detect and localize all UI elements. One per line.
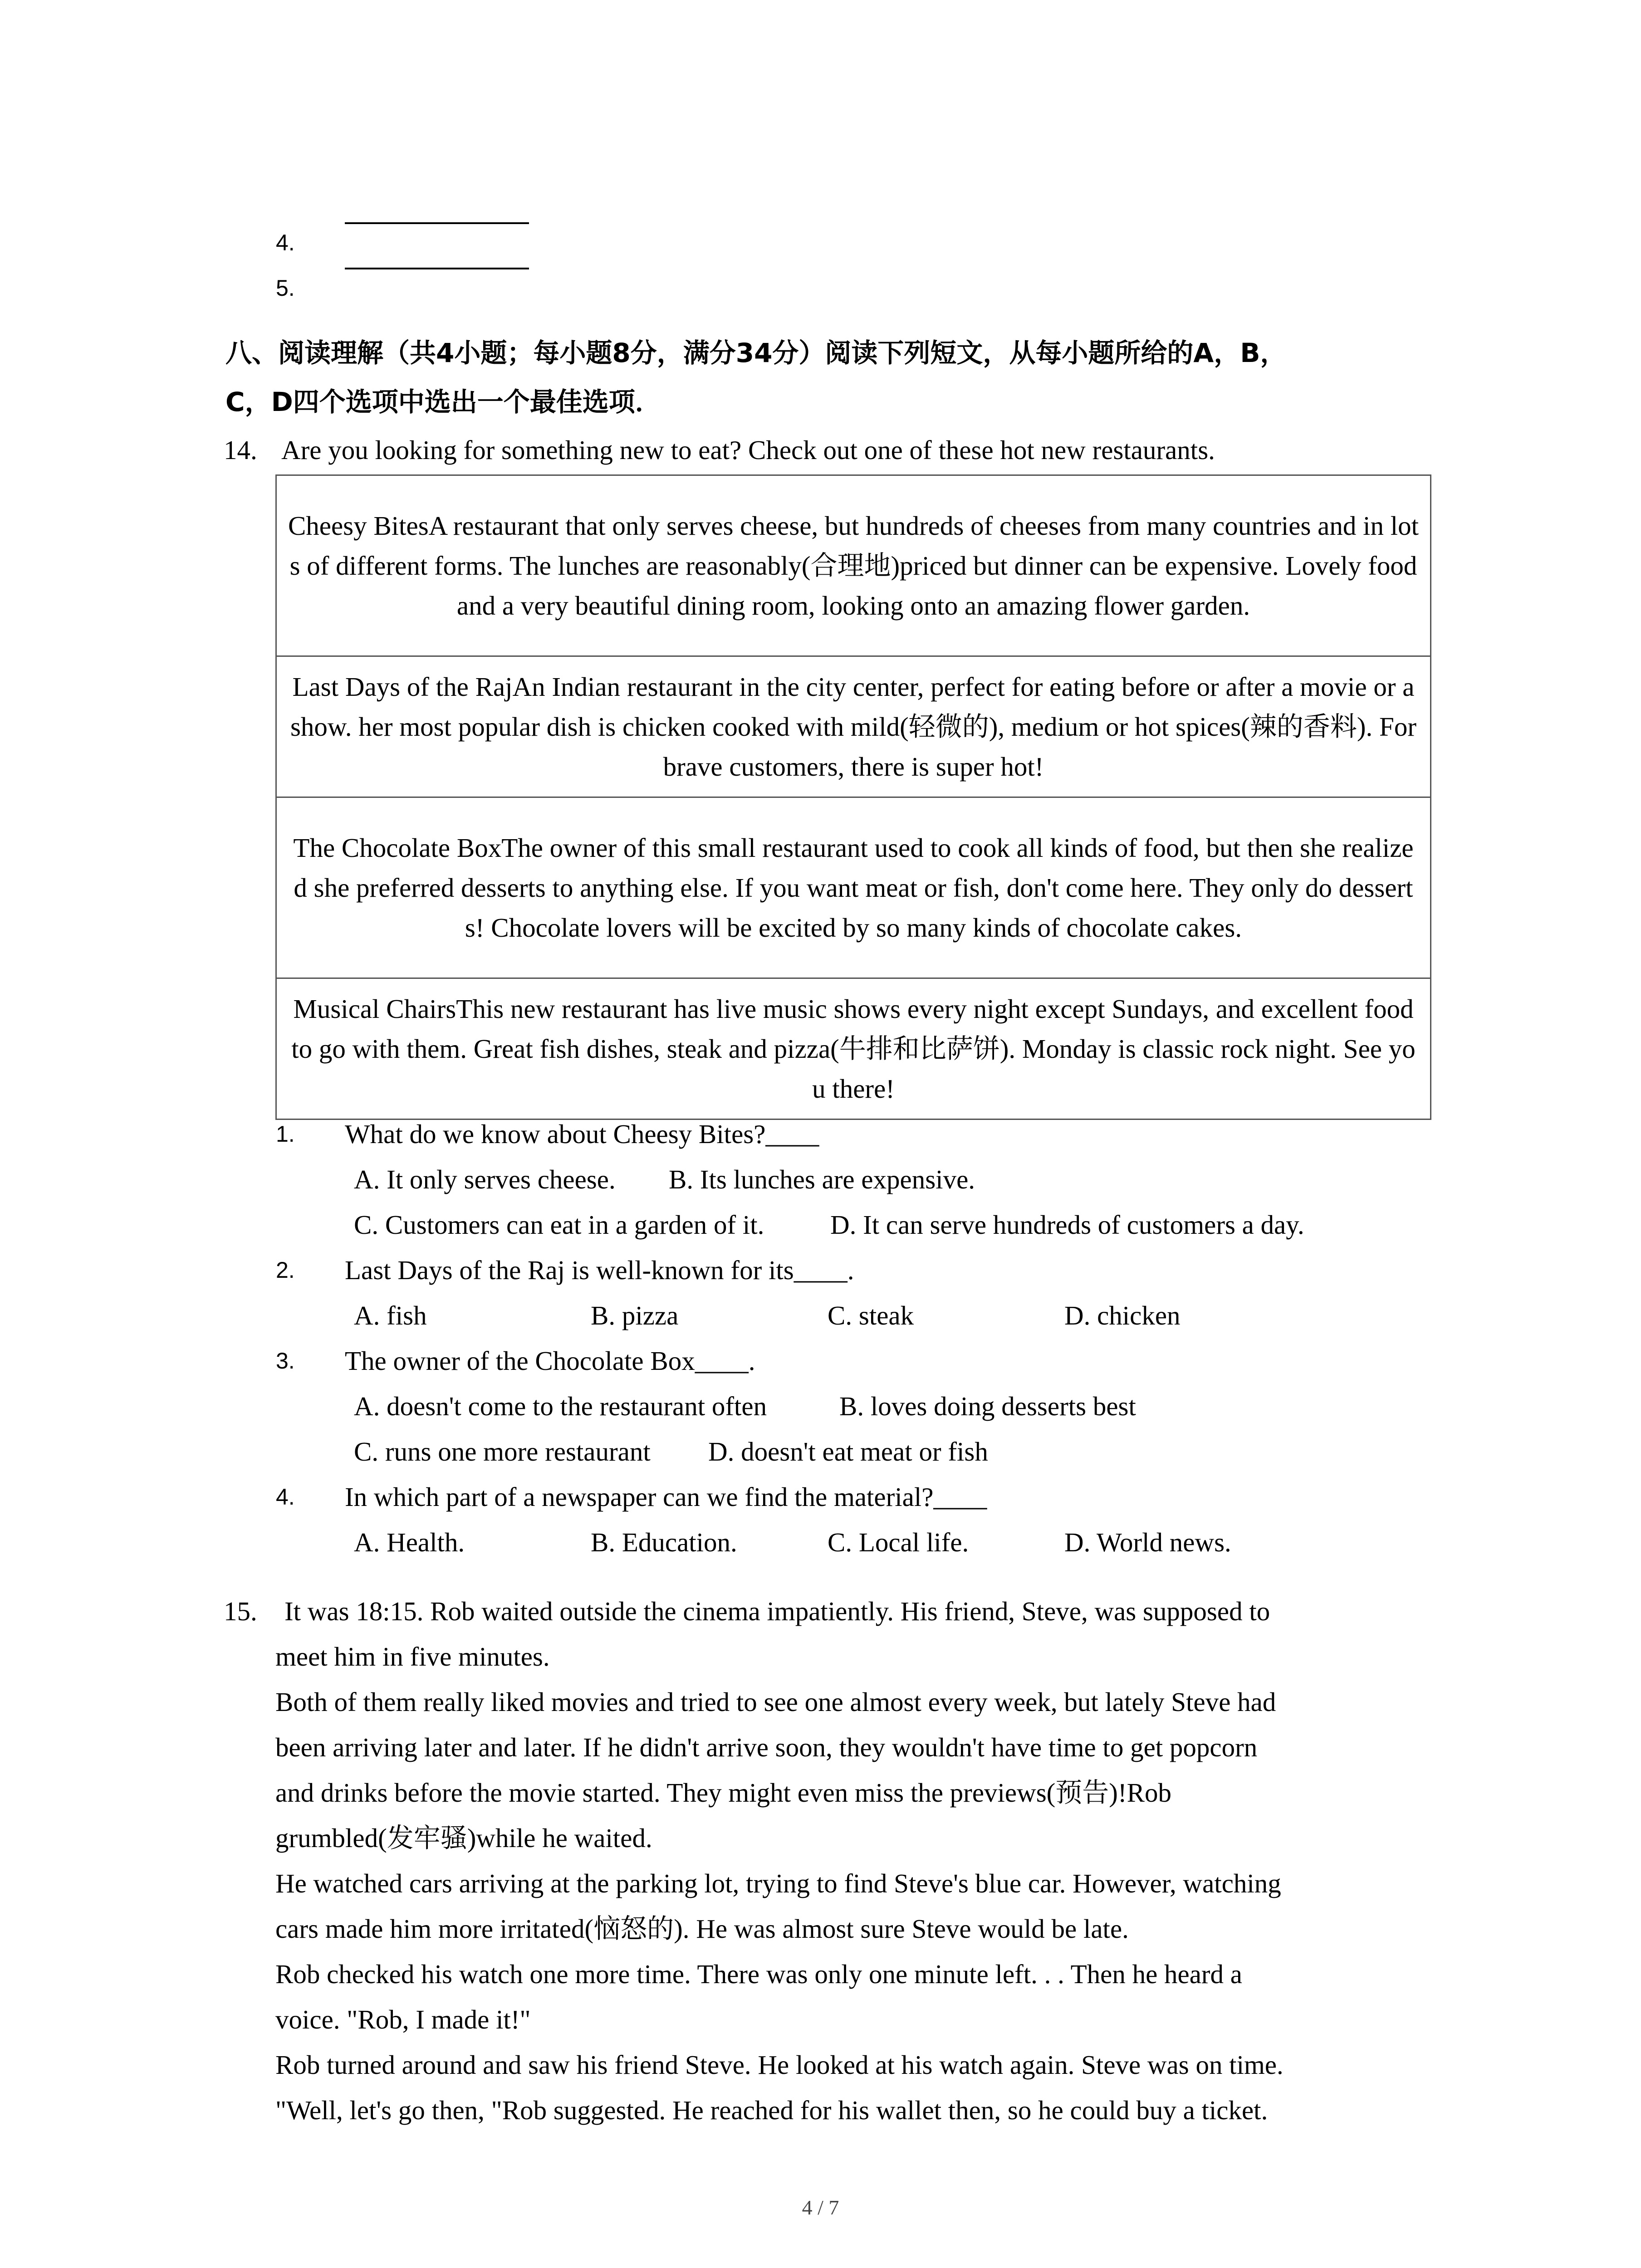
question-14-number: 14. <box>224 435 257 465</box>
answer-blank-line-4[interactable] <box>345 222 529 224</box>
passage-line: cars made him more irritated(恼怒的). He was almost sure Steve would be late. <box>275 1914 1129 1944</box>
blank-number-4: 4. <box>276 230 295 255</box>
section-heading-line-2: C，D四个选项中选出一个最佳选项． <box>225 386 661 417</box>
passage-line: Rob turned around and saw his friend Steve. He looked at his watch again. Steve was on time. <box>275 2050 1283 2080</box>
option-2b[interactable]: B. pizza <box>591 1300 679 1330</box>
passage-line: voice. "Rob, I made it!" <box>275 2004 531 2034</box>
option-1c[interactable]: C. Customers can eat in a garden of it. <box>354 1210 764 1240</box>
passage-line: meet him in five minutes. <box>275 1642 550 1672</box>
subquestion-2-stem: Last Days of the Raj is well-known for its____. <box>345 1255 854 1285</box>
subquestion-3-number: 3. <box>276 1348 295 1374</box>
option-2c[interactable]: C. steak <box>828 1300 914 1330</box>
option-4b[interactable]: B. Education. <box>591 1527 737 1557</box>
answer-blank-line-5[interactable] <box>345 268 529 269</box>
question-15-number: 15. <box>224 1596 257 1626</box>
subquestion-1-stem: What do we know about Cheesy Bites?____ <box>345 1119 819 1149</box>
question-15-line-1: It was 18:15. Rob waited outside the cinema impatiently. His friend, Steve, was supposed to <box>284 1596 1270 1626</box>
restaurant-table <box>275 474 1431 1120</box>
page-number: 4 / 7 <box>802 2196 839 2219</box>
option-3d[interactable]: D. doesn't eat meat or fish <box>708 1437 988 1466</box>
option-4a[interactable]: A. Health. <box>354 1527 465 1557</box>
restaurant-last-days-of-the-raj: Last Days of the RajAn Indian restaurant in the city center, perfect for eating before or after a movie or a show. her most popular dish is chicken cooked with mild(轻微的), medium or hot spices(辣的香料). For brave customers, there is super hot! <box>276 656 1431 797</box>
table-row <box>276 797 1431 978</box>
option-4c[interactable]: C. Local life. <box>828 1527 969 1557</box>
restaurant-musical-chairs: Musical ChairsThis new restaurant has live music shows every night except Sundays, and excellent food to go with them. Great fish dishes, steak and pizza(牛排和比萨饼). Monday is classic rock night. See you there! <box>276 978 1431 1119</box>
option-4d[interactable]: D. World news. <box>1064 1527 1231 1557</box>
passage-line: been arriving later and later. If he didn't arrive soon, they wouldn't have time to get popcorn <box>275 1732 1258 1762</box>
section-heading <box>225 328 1450 426</box>
section-heading-line-1: 八、阅读理解（共4小题；每小题8分，满分34分）阅读下列短文，从每小题所给的A，B， <box>225 337 1287 368</box>
option-1b[interactable]: B. Its lunches are expensive. <box>669 1164 975 1194</box>
subquestion-4-number: 4. <box>276 1484 295 1510</box>
table-row <box>276 475 1431 656</box>
table-row <box>276 978 1431 1119</box>
passage-line: Rob checked his watch one more time. There was only one minute left. . . Then he heard a <box>275 1959 1242 1989</box>
table-row <box>276 656 1431 797</box>
restaurant-cheesy-bites: Cheesy BitesA restaurant that only serves cheese, but hundreds of cheeses from many countries and in lots of different forms. The lunches are reasonably(合理地)priced but dinner can be expensive. Lovely food and a very beautiful dining room, looking onto an amazing flower garden. <box>276 475 1431 656</box>
option-3a[interactable]: A. doesn't come to the restaurant often <box>354 1391 767 1421</box>
option-2d[interactable]: D. chicken <box>1064 1300 1181 1330</box>
subquestion-3-stem: The owner of the Chocolate Box____. <box>345 1346 755 1376</box>
question-15-passage <box>275 1634 1437 2133</box>
passage-line: He watched cars arriving at the parking lot, trying to find Steve's blue car. However, watching <box>275 1868 1281 1898</box>
option-3b[interactable]: B. loves doing desserts best <box>839 1391 1136 1421</box>
restaurant-chocolate-box: The Chocolate BoxThe owner of this small restaurant used to cook all kinds of food, but then she realized she preferred desserts to anything else. If you want meat or fish, don't come here. They only do desserts! Chocolate lovers will be excited by so many kinds of chocolate cakes. <box>276 797 1431 978</box>
option-1a[interactable]: A. It only serves cheese. <box>354 1164 616 1194</box>
passage-line: Both of them really liked movies and tried to see one almost every week, but lately Steve had <box>275 1687 1276 1717</box>
question-14-intro: Are you looking for something new to eat? Check out one of these hot new restaurants. <box>281 435 1215 465</box>
passage-line: "Well, let's go then, "Rob suggested. He reached for his wallet then, so he could buy a ticket. <box>275 2095 1268 2125</box>
subquestion-4-stem: In which part of a newspaper can we find the material?____ <box>345 1482 987 1512</box>
passage-line: and drinks before the movie started. They might even miss the previews(预告)!Rob <box>275 1778 1171 1808</box>
option-1d[interactable]: D. It can serve hundreds of customers a day. <box>830 1210 1304 1240</box>
option-2a[interactable]: A. fish <box>354 1300 427 1330</box>
option-3c[interactable]: C. runs one more restaurant <box>354 1437 651 1466</box>
subquestion-1-number: 1. <box>276 1121 295 1147</box>
passage-line: grumbled(发牢骚)while he waited. <box>275 1823 652 1853</box>
subquestion-2-number: 2. <box>276 1257 295 1283</box>
blank-number-5: 5. <box>276 275 295 301</box>
